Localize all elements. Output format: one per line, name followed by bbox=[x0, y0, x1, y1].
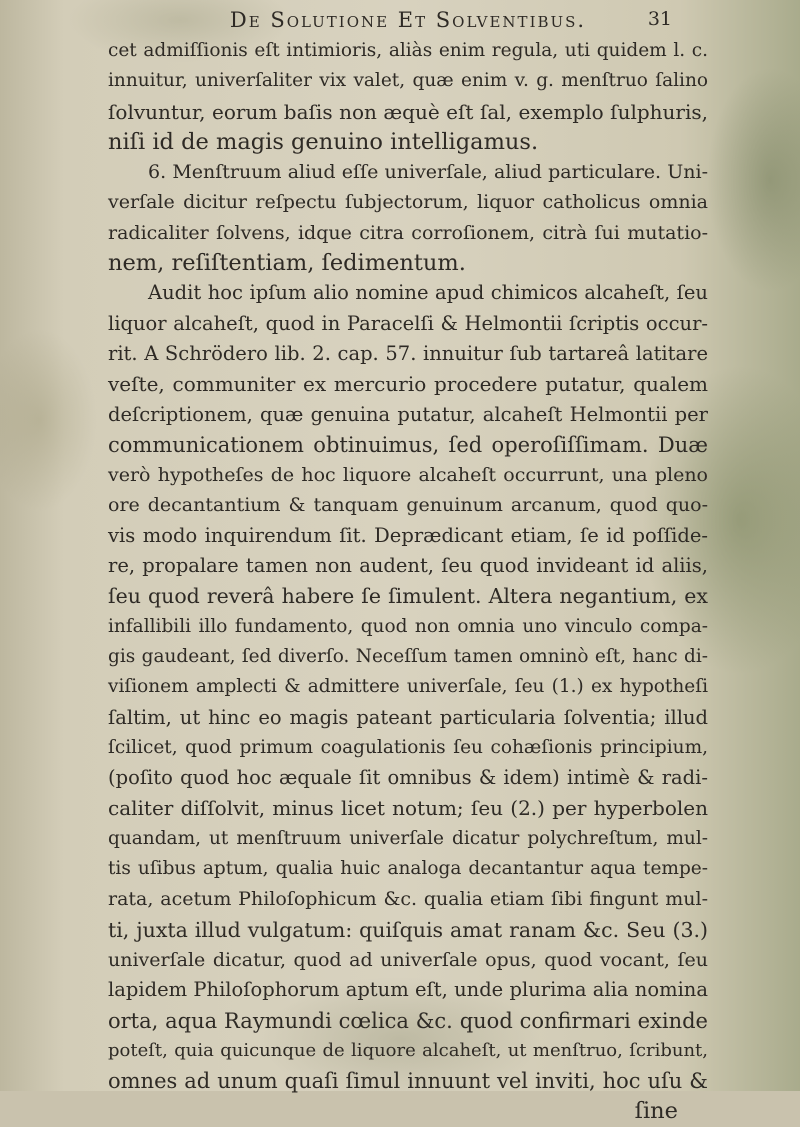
page-number: 31 bbox=[647, 8, 672, 30]
text-line: liquor alcaheſt, quod in Paracelſi & Helmontii ſcriptis occur- bbox=[108, 311, 708, 335]
text-line: gis gaudeant, ſed diverſo. Neceſſum tamen omninò eſt, hanc di- bbox=[108, 645, 708, 667]
text-line: innuitur, univerſaliter vix valet, quæ enim v. g. menſtruo ſalino bbox=[108, 70, 708, 92]
text-line: ſcilicet, quod primum coagulationis ſeu cohæſionis principium, bbox=[108, 736, 708, 758]
text-line: vis modo inquirendum ſit. Deprædicant etiam, ſe id poſſide- bbox=[108, 523, 708, 547]
text-line: poteſt, quia quicunque de liquore alcaheſt, ut menſtruo, ſcribunt, bbox=[108, 1039, 708, 1061]
text-line: viſionem amplecti & admittere univerſale, ſeu (1.) ex hypotheſi bbox=[108, 676, 708, 698]
text-line: radicaliter ſolvens, idque citra corroſionem, citrà ſui mutatio- bbox=[108, 221, 708, 244]
text-line: Audit hoc ipſum alio nomine apud chimicos alcaheſt, ſeu bbox=[148, 281, 708, 305]
text-line: ſeu quod reverâ habere ſe ſimulent. Altera negantium, ex bbox=[108, 584, 708, 609]
text-line: cet admiſſionis eſt intimioris, aliàs enim regula, uti quidem l. c. bbox=[108, 40, 708, 61]
text-line: quandam, ut menſtruum univerſale dicatur polychreſtum, mul- bbox=[108, 827, 708, 849]
text-line: caliter diſſolvit, minus licet notum; ſeu (2.) per hyperbolen bbox=[108, 796, 708, 821]
running-head bbox=[108, 6, 708, 36]
text-line: verò hypotheſes de hoc liquore alcaheſt occurrunt, una pleno bbox=[108, 464, 708, 487]
text-line: deſcriptionem, quæ genuina putatur, alcaheſt Helmontii per bbox=[108, 402, 708, 426]
text-line: 6. Menſtruum aliud eſſe univerſale, aliud particulare. Uni- bbox=[148, 161, 708, 184]
text-line: nem, reſiſtentiam, ſedimentum. bbox=[108, 250, 466, 277]
text-line: univerſale dicatur, quod ad univerſale opus, quod vocant, ſeu bbox=[108, 948, 708, 971]
text-line: orta, aqua Raymundi cœlica &c. quod confirmari exinde bbox=[108, 1008, 708, 1033]
text-line: ore decantantium & tanquam genuinum arcanum, quod quo- bbox=[108, 494, 708, 517]
running-head-title: De Solutione Et Solventibus. bbox=[229, 8, 587, 32]
catchword: ſine bbox=[634, 1098, 678, 1125]
text-line: infallibili illo fundamento, quod non omnia uno vinculo compa- bbox=[108, 615, 708, 637]
text-line: veſte, communiter ex mercurio procedere putatur, qualem bbox=[108, 372, 708, 397]
text-line: verſale dicitur reſpectu ſubjectorum, liquor catholicus omnia bbox=[108, 191, 708, 214]
text-line: niſi id de magis genuino intelligamus. bbox=[108, 128, 539, 155]
text-line: tis uſibus aptum, qualia huic analoga decantantur aqua tempe- bbox=[108, 858, 708, 880]
text-line: ti, juxta illud vulgatum: quiſquis amat ranam &c. Seu (3.) bbox=[108, 917, 708, 942]
body-text bbox=[108, 36, 708, 1127]
text-block bbox=[108, 6, 708, 1127]
text-line: rit. A Schrödero lib. 2. cap. 57. innuitur ſub tartareâ latitare bbox=[108, 341, 708, 365]
text-line: ſaltim, ut hinc eo magis pateant particularia ſolventia; illud bbox=[108, 705, 708, 729]
text-line: ſolvuntur, eorum baſis non æquè eſt ſal, exemplo ſulphuris, bbox=[108, 99, 708, 124]
text-line: communicationem obtinuimus, ſed operoſiſſimam. Duæ bbox=[108, 432, 708, 457]
text-line: lapidem Philoſophorum aptum eſt, unde plurima alia nomina bbox=[108, 978, 708, 1002]
text-line: rata, acetum Philoſophicum &c. qualia etiam ſibi fingunt mul- bbox=[108, 888, 708, 911]
text-line: re, propalare tamen non audent, ſeu quod invideant id aliis, bbox=[108, 554, 708, 578]
text-line: omnes ad unum quaſi ſimul innuunt vel inviti, hoc uſu & bbox=[108, 1069, 708, 1094]
text-line: (poſito quod hoc æquale ſit omnibus & idem) intimè & radi- bbox=[108, 766, 708, 790]
